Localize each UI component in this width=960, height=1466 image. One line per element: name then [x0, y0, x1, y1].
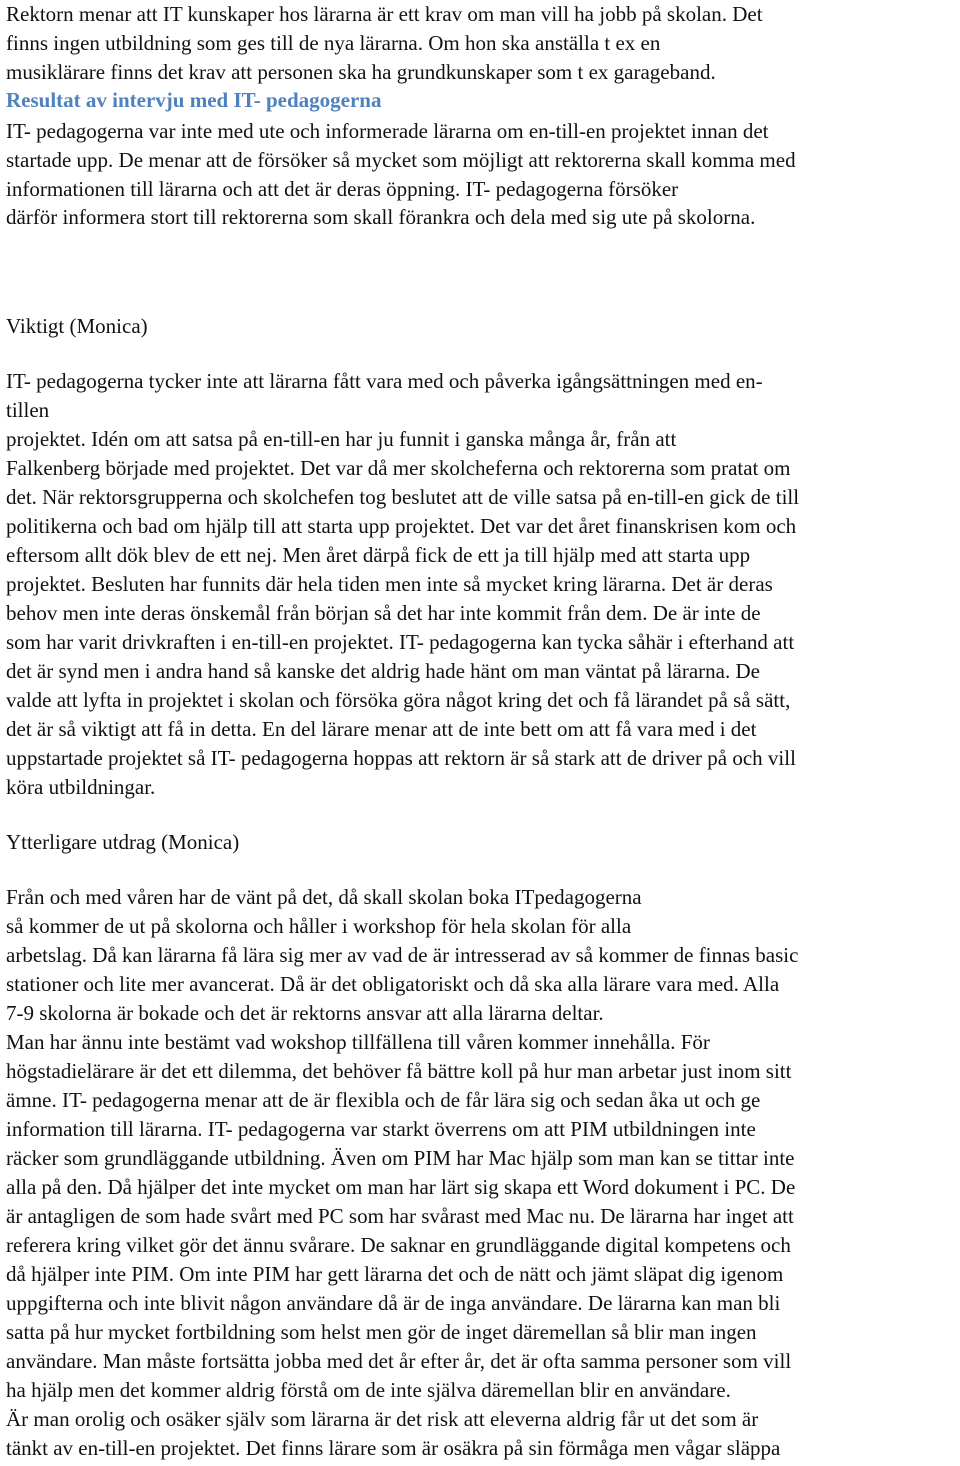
text-line: då hjälper inte PIM. Om inte PIM har gett lärarna det och de nätt och jämt släpat dig igenom: [6, 1262, 784, 1286]
text-line: IT- pedagogerna tycker inte att lärarna fått vara med och påverka igångsättningen med en-: [6, 369, 763, 393]
text-line: det. När rektorsgrupperna och skolchefen tog beslutet att de ville satsa på en-till-en gick de till: [6, 485, 800, 509]
text-line: ha hjälp men det kommer aldrig förstå om de inte själva däremellan blir en användare.: [6, 1378, 731, 1402]
text-line: arbetslag. Då kan lärarna få lära sig mer av vad de är intresserad av så kommer de finnas basic: [6, 943, 799, 967]
text-line: Falkenberg började med projektet. Det var då mer skolcheferna och rektorerna som pratat om: [6, 456, 791, 480]
text-line: köra utbildningar.: [6, 775, 156, 799]
text-line: Rektorn menar att IT kunskaper hos lärarna är ett krav om man vill ha jobb på skolan. Det: [6, 2, 763, 26]
section-heading: Resultat av intervju med IT- pedagogerna: [6, 88, 382, 112]
text-line: eftersom allt dök blev de ett nej. Men året därpå fick de ett ja till hjälp med att starta upp: [6, 543, 751, 567]
text-line: uppstartade projektet så IT- pedagogerna hoppas att rektorn är så stark att de driver på och vill: [6, 746, 796, 770]
text-line: det är synd men i andra hand så kanske det aldrig hade hänt om man väntat på lärarna. De: [6, 659, 760, 683]
text-line: behov men inte deras önskemål från början så det har inte kommit från dem. De är inte de: [6, 601, 761, 625]
text-line: information till lärarna. IT- pedagogerna var starkt överrens om att PIM utbildningen inte: [6, 1117, 756, 1141]
text-line: informationen till lärarna och att det är deras öppning. IT- pedagogerna försöker: [6, 177, 679, 201]
text-line: det är så viktigt att få in detta. En del lärare menar att de inte bett om att få vara med i det: [6, 717, 757, 741]
text-line: Är man orolig och osäker själv som lärarna är det risk att eleverna aldrig får ut det som är: [6, 1407, 759, 1431]
text-line: som har varit drivkraften i en-till-en projektet. IT- pedagogerna kan tycka såhär i efterhand att: [6, 630, 795, 654]
text-line: användare. Man måste fortsätta jobba med det år efter år, det är ofta samma personer som vill: [6, 1349, 792, 1373]
text-line: ämne. IT- pedagogerna menar att de är flexibla och de får lära sig och sedan åka ut och ge: [6, 1088, 761, 1112]
text-line: uppgifterna och inte blivit någon användare då är de inga användare. De lärarna kan man bli: [6, 1291, 781, 1315]
text-line: högstadielärare är det ett dilemma, det behöver få bättre koll på hur man arbetar just inom sitt: [6, 1059, 792, 1083]
text-line: satta på hur mycket fortbildning som helst men gör de inget däremellan så blir man ingen: [6, 1320, 757, 1344]
text-line: politikerna och bad om hjälp till att starta upp projektet. Det var det året finanskrisen kom och: [6, 514, 797, 538]
text-line: projektet. Idén om att satsa på en-till-en har ju funnit i ganska många år, från att: [6, 427, 677, 451]
text-line: valde att lyfta in projektet i skolan och försöka göra något kring det och få lärandet på så sätt,: [6, 688, 791, 712]
subsection-heading: Ytterligare utdrag (Monica): [6, 830, 240, 854]
text-line: Från och med våren har de vänt på det, då skall skolan boka ITpedagogerna: [6, 885, 642, 909]
text-line: tänkt av en-till-en projektet. Det finns lärare som är osäkra på sin förmåga men vågar släppa: [6, 1436, 781, 1460]
text-line: 7-9 skolorna är bokade och det är rektorns ansvar att alla lärarna deltar.: [6, 1001, 604, 1025]
text-line: så kommer de ut på skolorna och håller i workshop för hela skolan för alla: [6, 914, 632, 938]
text-line: startade upp. De menar att de försöker så mycket som möjligt att rektorerna skall komma med: [6, 148, 796, 172]
text-line: därför informera stort till rektorerna som skall förankra och dela med sig ute på skolorna.: [6, 205, 756, 229]
text-line: referera kring vilket gör det ännu svårare. De saknar en grundläggande digital kompetens och: [6, 1233, 791, 1257]
text-line: tillen: [6, 398, 50, 422]
text-line: IT- pedagogerna var inte med ute och informerade lärarna om en-till-en projektet innan det: [6, 119, 769, 143]
text-line: musiklärare finns det krav att personen ska ha grundkunskaper som t ex garageband.: [6, 60, 716, 84]
text-line: är antagligen de som hade svårt med PC som har svårast med Mac nu. De lärarna har inget att: [6, 1204, 794, 1228]
text-line: Man har ännu inte bestämt vad wokshop tillfällena till våren kommer innehålla. För: [6, 1030, 710, 1054]
text-line: finns ingen utbildning som ges till de nya lärarna. Om hon ska anställa t ex en: [6, 31, 661, 55]
text-line: projektet. Besluten har funnits där hela tiden men inte så mycket kring lärarna. Det är deras: [6, 572, 773, 596]
text-line: stationer och lite mer avancerat. Då är det obligatoriskt och då ska alla lärare vara med. Alla: [6, 972, 780, 996]
subsection-heading: Viktigt (Monica): [6, 314, 148, 338]
text-line: räcker som grundläggande utbildning. Även om PIM har Mac hjälp som man kan se tittar inte: [6, 1146, 795, 1170]
text-line: alla på den. Då hjälper det inte mycket om man har lärt sig skapa ett Word dokument i PC. De: [6, 1175, 796, 1199]
